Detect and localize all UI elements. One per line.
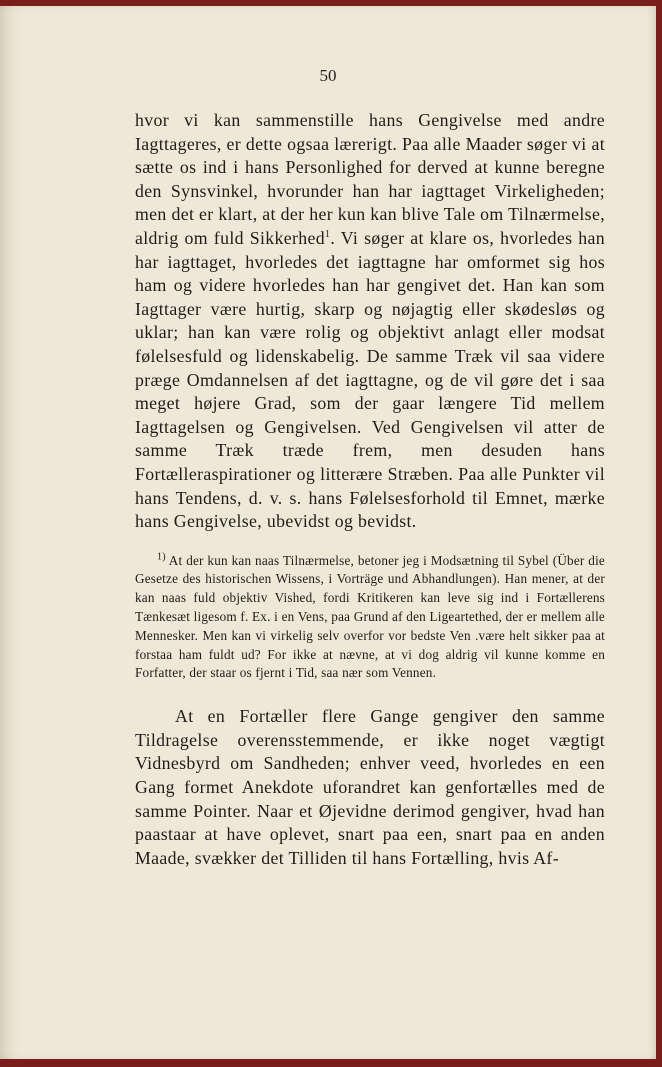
footnote-marker: 1) — [157, 551, 166, 563]
paragraph-2: At en Fortæller flere Gange gengiver den samme Tildragelse overensstemmende, er ikke noget vægtigt Vidnesbyrd om Sandheden; enhver veed, hvorledes en een Gang formet Anekdote uforandret kan genfortælles med de samme Pointer. Naar et Øjevidne derimod gengiver, hvad han paastaar at have oplevet, snart paa een, snart paa en anden Maade, svækker det Tilliden til hans Fortælling, hvis Af- — [135, 706, 605, 868]
footnote — [135, 552, 605, 684]
paragraph-1-text: hvor vi kan sammenstille hans Gengivelse med andre Iagttageres, er dette ogsaa lærerigt. Paa alle Maader søger vi at sætte os ind i hans Personlighed for derved at kunne beregne den Synsvinkel, hvorunder han har iagttaget Virkeligheden; men det er klart, at der her kun kan blive Tale om Tilnærmelse, aldrig om fuld Sikkerhed — [135, 110, 605, 248]
book-page — [0, 6, 656, 1059]
paragraph-1 — [135, 109, 605, 534]
page-number: 50 — [319, 66, 337, 85]
footnote-text: At der kun kan naas Tilnærmelse, betoner jeg i Modsætning til Sybel (Über die Gesetze des historischen Wissens, i Vorträge und Abhandlungen). Han mener, at der kan naas fuld objektiv Vished, fordi Kritikeren kan leve sig ind i Fortællerens Tænkesæt ligesom f. Ex. i en Vens, paa Grund af den Ligeartethed, der er mellem alle Mennesker. Men kan vi virkelig selv overfor vor bedste Ven .være helt sikker paa at forstaa ham fuldt ud? For ikke at nævne, at vi dog aldrig vil kunne komme en Forfatter, der staar os fjernt i Tid, saa nær som Vennen. — [135, 552, 605, 681]
paragraph-1-continuation: . Vi søger at klare os, hvorledes han har iagttaget, hvorledes det iagttagne har omformet sig hos ham og videre hvorledes han har gengivet det. Han kan som Iagttager være hurtig, skarp og nøjagtig eller skødesløs og uklar; han kan være rolig og objektivt anlagt eller modsat følelsesfuld og lidenskabelig. De samme Træk vil saa videre præge Omdannelsen af det iagttagne, og de vil gøre det i saa meget højere Grad, som der gaar længere Tid mellem Iagttagelsen og Gengivelsen. Ved Gengivelsen vil atter de samme Træk træde frem, men desuden hans Fortælleraspirationer og litterære Stræben. Paa alle Punkter vil hans Tendens, d. v. s. hans Følelsesforhold til Emnet, mærke hans Gengivelse, ubevidst og bevidst. — [135, 227, 605, 532]
page-text — [135, 109, 605, 870]
footnote-reference: 1 — [325, 229, 331, 241]
